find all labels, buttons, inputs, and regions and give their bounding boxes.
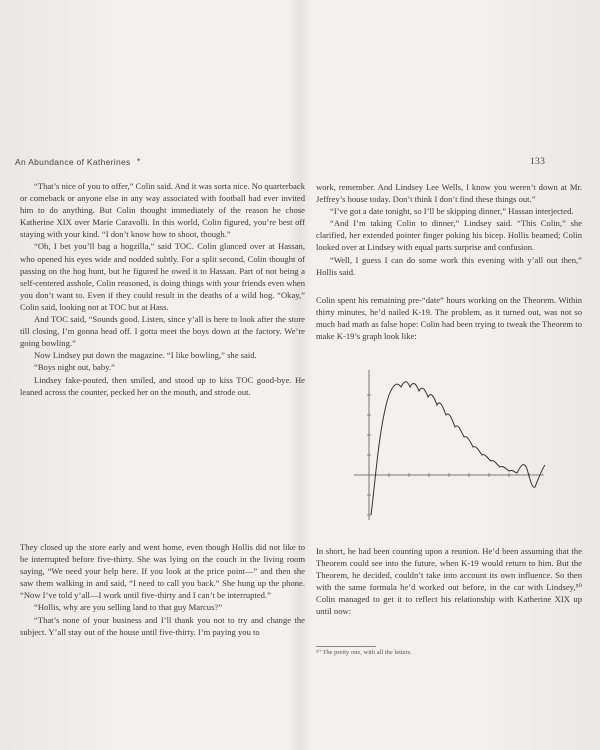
paragraph: They closed up the store early and went home, even though Hollis did not like to be interrupted before five-thirty. She was lying on the couch in the living room saying, “We need your help here. If you look at the price point—” and then she saw them walking in and said, “I need to call you back.” She hung up the phone. “Now I’ve told y’all—I work until five-thirty and I can’t be interrupted.” [20, 542, 305, 601]
paragraph: “That’s nice of you to offer,” Colin said. And it was sorta nice. No quarterback or comeback or anyone else in any way associated with football had ever invited him to do anything. But Colin thought immediately of the reason he chose Katherine XIX over Marie Caravolli. In this world, Colin figured, you’re best off staying with your kind. “I don’t know how to shoot, though.” [20, 181, 305, 240]
paragraph: “Hollis, why are you selling land to that guy Marcus?” [34, 602, 223, 613]
paragraph: Lindsey fake-pouted, then smiled, and stood up to kiss TOC good-bye. He leaned across the counter, pecked her on the mouth, and strode out. [20, 374, 305, 397]
paragraph: “I’ve got a date tonight, so I’ll be skipping dinner,” Hassan interjected. [330, 206, 574, 217]
right-page-mid-text [316, 294, 582, 342]
running-head-title: An Abundance of Katherines [15, 157, 131, 167]
paragraph: “Boys night out, baby.” [34, 362, 115, 373]
paragraph: “That’s none of your business and I’ll thank you not to try and change the subject. Y’all stay out of the house until five-thirty. I’m paying you to [20, 614, 305, 637]
paragraph: “Well, I guess I can do some work this evening with y’all out then,” Hollis said. [316, 254, 582, 277]
left-page-bottom-text [20, 541, 305, 638]
theorem-graph [349, 365, 549, 525]
footnote: ⁵⁰ The pretty one, with all the letters. [316, 649, 412, 656]
footnote-rule [316, 646, 376, 647]
paragraph: And TOC said, “Sounds good. Listen, since y’all is here to look after the store till closing, I’m gonna head off. I gotta meet the boys down at the factory. We’re going bowling.” [20, 314, 305, 349]
left-page-top-text [20, 180, 305, 398]
paragraph: “Oh, I bet you’ll bag a hogzilla,” said TOC. Colin glanced over at Hassan, who opened his eyes wide and nodded subtly. For a split second, Colin thought of passing on the hog hunt, but he figured he owed it to Hassan. Part of not being a self-centered asshole, Colin reasoned, is doing things with your friends even when you don’t want to. Even if they could result in the deaths of a wild hog. “Okay,” Colin said, looking not at TOC but at Hass. [20, 241, 305, 312]
paragraph: work, remember. And Lindsey Lee Wells, I know you weren’t down at Mr. Jeffrey’s house today. Don’t think I don’t find these things out.” [316, 182, 582, 205]
right-page-bottom-text [316, 545, 582, 618]
graph-curve [371, 382, 545, 515]
paragraph: In short, he had been counting upon a reunion. He’d been assuming that the Theorem could see into the future, when K-19 would return to him. But the Theorem, he decided, couldn’t take into account its own influence. So then with the same formula he’d worked out before, in the car with Lindsey,⁵⁰ Colin managed to get it to reflect his relationship with Katherine XIX up until now: [316, 546, 582, 617]
paragraph: Colin spent his remaining pre-“date” hours working on the Theorem. Within thirty minutes, he’d nailed K-19. The problem, as it turned out, was not so much bad math as false hope: Colin had been trying to tweak the Theorem to make K-19’s graph look like: [316, 295, 582, 342]
paragraph: “And I’m taking Colin to dinner,” Lindsey said. “This Colin,” she clarified, her extended pointer finger poking his bicep. Hollis beamed; Colin looked over at Lindsey with equal parts surprise and confusion. [316, 218, 582, 253]
right-page-top-text [316, 181, 582, 278]
running-head-mark: • [137, 155, 141, 165]
paragraph: Now Lindsey put down the magazine. “I like bowling,” she said. [34, 350, 257, 361]
page-number: 133 [530, 157, 546, 167]
